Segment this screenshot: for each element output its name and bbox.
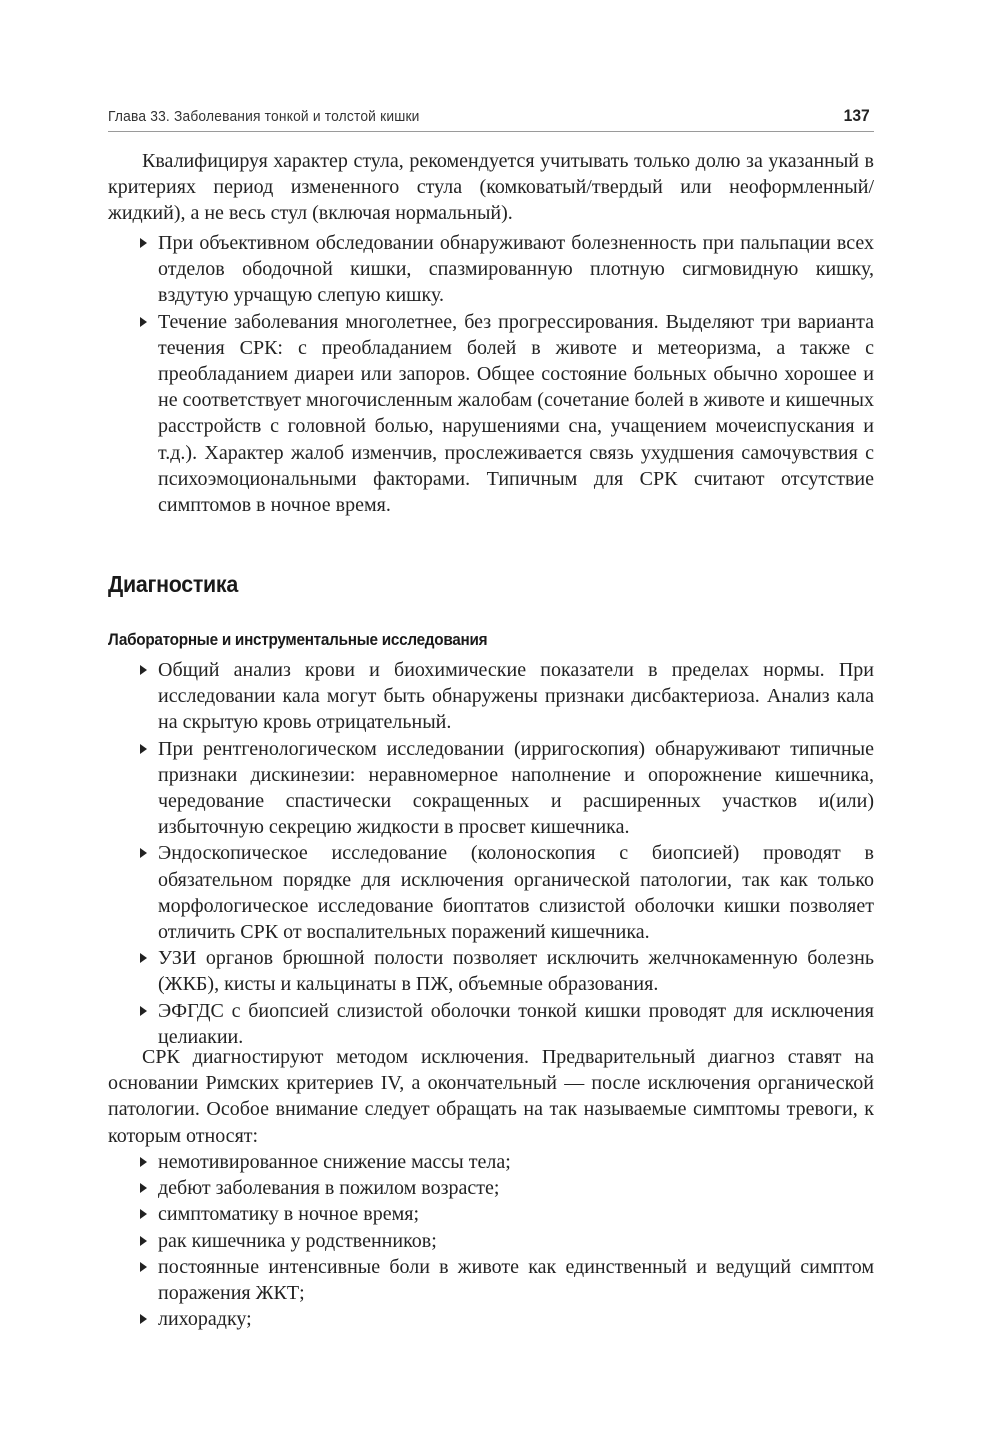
list-item-text: немотивированное снижение массы тела; xyxy=(158,1151,511,1173)
list-item xyxy=(108,736,874,841)
bullet-arrow-icon xyxy=(140,1183,147,1193)
exclusion-block xyxy=(108,1044,874,1149)
list-item-text: При рентгенологическом исследовании (ирригоскопия) обнаруживают типичные признаки дискинезии: неравномерное наполнение и опорожнение кишечника, чередование спастически сокращенных и расширенных участков и(или) избыточную секрецию жидкости в просвет кишечника. xyxy=(158,737,874,839)
diagnostic-bullets xyxy=(108,657,874,1050)
bullet-arrow-icon xyxy=(140,1209,147,1219)
bullet-arrow-icon xyxy=(140,953,147,963)
intro-block xyxy=(108,148,874,227)
list-item xyxy=(108,230,874,309)
page-number: 137 xyxy=(843,106,870,125)
bullet-arrow-icon xyxy=(140,1314,147,1324)
header-divider xyxy=(108,131,874,132)
bullet-arrow-icon xyxy=(140,744,147,754)
list-item xyxy=(108,1254,874,1306)
list-item xyxy=(108,657,874,736)
list-item-text: При объективном обследовании обнаруживают болезненность при пальпации всех отделов ободочной кишки, спазмированную плотную сигмовидную кишку, вздутую урчащую слепую кишку. xyxy=(158,232,874,307)
clinical-bullets xyxy=(108,230,874,518)
bullet-arrow-icon xyxy=(140,1262,147,1272)
bullet-arrow-icon xyxy=(140,1157,147,1167)
list-item-text: УЗИ органов брюшной полости позволяет исключить желчнокаменную болезнь (ЖКБ), кисты и кальцинаты в ПЖ, объемные образования. xyxy=(158,947,874,996)
bullet-arrow-icon xyxy=(140,1006,147,1016)
list-item-text: ЭФГДС с биопсией слизистой оболочки тонкой кишки проводят для исключения целиакии. xyxy=(158,999,874,1048)
chapter-title: Глава 33. Заболевания тонкой и толстой кишки xyxy=(108,108,420,125)
list-item-text: Течение заболевания многолетнее, без прогрессирования. Выделяют три варианта течения СРК: с преобладанием болей в животе и метеоризма, а также с преобладанием диареи или запоров. Общее состояние больных обычно хорошее и не соответствует многочисленным жалобам (сочетание болей в животе и кишечных расстройств с головной болью, нарушениями сна, учащением мочеиспускания и т.д.). Характер жалоб изменчив, прослеживается связь ухудшения самочувствия с психоэмоциональными факторами. Типичным для СРК считают отсутствие симптомов в ночное время. xyxy=(158,310,874,517)
list-item-text: лихорадку; xyxy=(158,1308,252,1331)
bullet-arrow-icon xyxy=(140,238,147,248)
exclusion-paragraph: СРК диагностируют методом исключения. Предварительный диагноз ставят на основании Римских критериев IV, а окончательный — после исключения органической патологии. Особое внимание следует обращать на так называемые симптомы тревоги, к которым относят: xyxy=(108,1046,874,1147)
bullet-arrow-icon xyxy=(140,1236,147,1246)
list-item-text: Общий анализ крови и биохимические показатели в пределах нормы. При исследовании кала могут быть обнаружены признаки дисбактериоза. Анализ кала на скрытую кровь отрицательный. xyxy=(158,659,874,734)
list-item xyxy=(108,1149,874,1175)
list-item xyxy=(108,1175,874,1201)
list-item xyxy=(108,309,874,519)
subsection-heading: Лабораторные и инструментальные исследования xyxy=(108,630,488,649)
list-item xyxy=(108,840,874,945)
list-item-text: постоянные интенсивные боли в животе как единственный и ведущий симптом поражения ЖКТ; xyxy=(158,1255,874,1305)
alarm-symptoms xyxy=(108,1149,874,1332)
clinical-bullet-list xyxy=(108,230,874,518)
list-item-text: симптоматику в ночное время; xyxy=(158,1203,420,1226)
list-item-text: Эндоскопическое исследование (колоноскопия с биопсией) проводят в обязательном порядке для исключения органической патологии, так как только морфологическое исследование биоптатов слизистой оболочки кишки позволяет отличить СРК от воспалительных поражений кишечника. xyxy=(158,842,874,944)
diagnostic-bullet-list xyxy=(108,657,874,1050)
list-item xyxy=(108,945,874,997)
bullet-arrow-icon xyxy=(140,317,147,327)
list-item xyxy=(108,1306,874,1332)
list-item-text: дебют заболевания в пожилом возрасте; xyxy=(158,1177,500,1200)
bullet-arrow-icon xyxy=(140,848,147,858)
list-item-text: рак кишечника у родственников; xyxy=(158,1229,437,1252)
list-item xyxy=(108,1228,874,1254)
intro-paragraph: Квалифицируя характер стула, рекомендуется учитывать только долю за указанный в критериях период измененного стула (комковатый/твердый или неоформленный/жидкий), а не весь стул (включая нормальный). xyxy=(108,150,874,225)
section-heading: Диагностика xyxy=(108,571,238,597)
list-item xyxy=(108,1201,874,1227)
alarm-symptom-list xyxy=(108,1149,874,1332)
bullet-arrow-icon xyxy=(140,665,147,675)
running-header xyxy=(108,106,870,130)
list-item xyxy=(108,998,874,1050)
